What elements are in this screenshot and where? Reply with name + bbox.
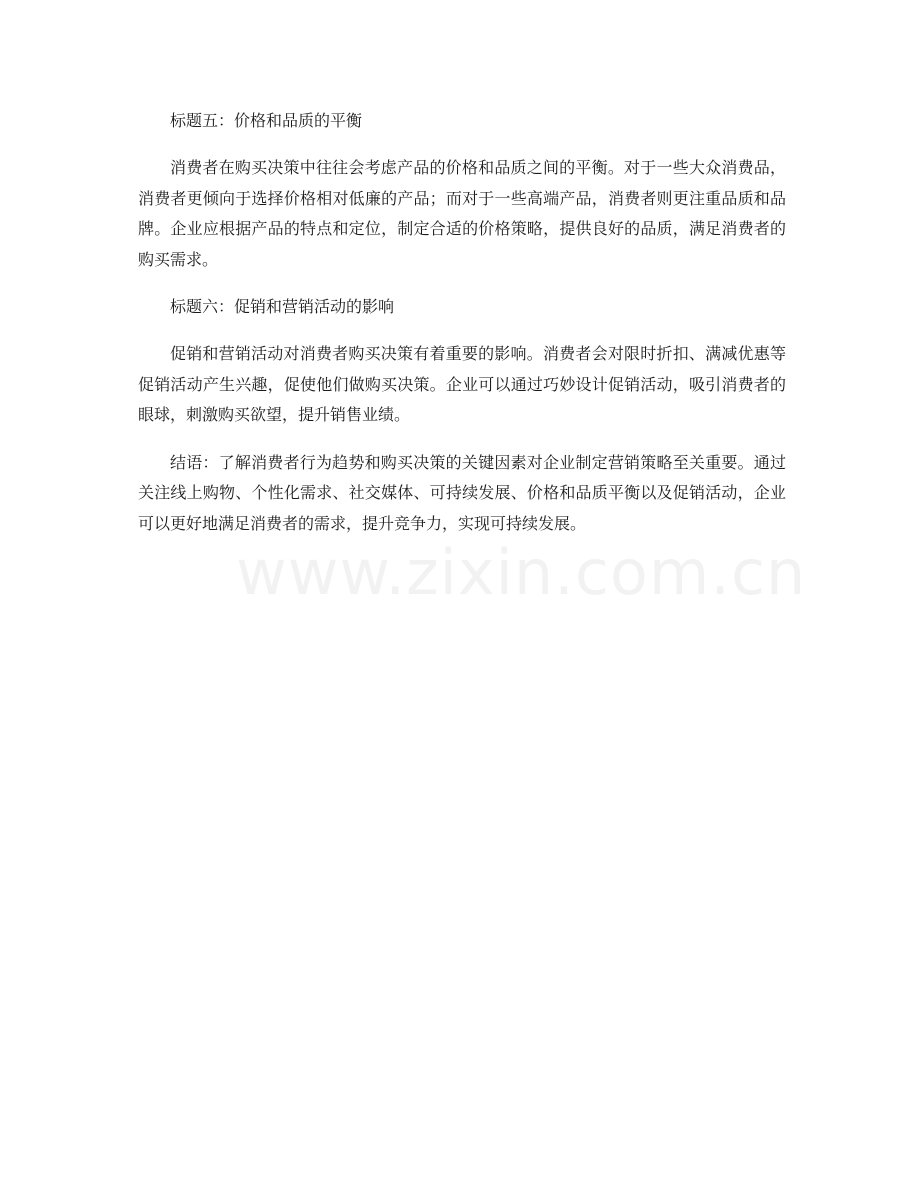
paragraph-conclusion: 结语：了解消费者行为趋势和购买决策的关键因素对企业制定营销策略至关重要。通过关注线上购物、个性化需求、社交媒体、可持续发展、价格和品质平衡以及促销活动，企业可以更好地满足消费者的需求，提升竞争力，实现可持续发展。: [138, 452, 786, 533]
section-heading-price-quality: 标题五：价格和品质的平衡: [170, 111, 363, 130]
document-body: [138, 106, 786, 556]
paragraph-promotion: 促销和营销活动对消费者购买决策有着重要的影响。消费者会对限时折扣、满减优惠等促销活动产生兴趣，促使他们做购买决策。企业可以通过巧妙设计促销活动，吸引消费者的眼球，刺激购买欲望，提升销售业绩。: [138, 344, 786, 424]
paragraph-price-quality: 消费者在购买决策中往往会考虑产品的价格和品质之间的平衡。对于一些大众消费品，消费者更倾向于选择价格相对低廉的产品；而对于一些高端产品，消费者则更注重品质和品牌。企业应根据产品的特点和定位，制定合适的价格策略，提供良好的品质，满足消费者的购买需求。: [138, 158, 786, 269]
watermark: www.zixin.com.cn: [236, 536, 807, 609]
section-heading-promotion: 标题六：促销和营销活动的影响: [170, 297, 395, 316]
